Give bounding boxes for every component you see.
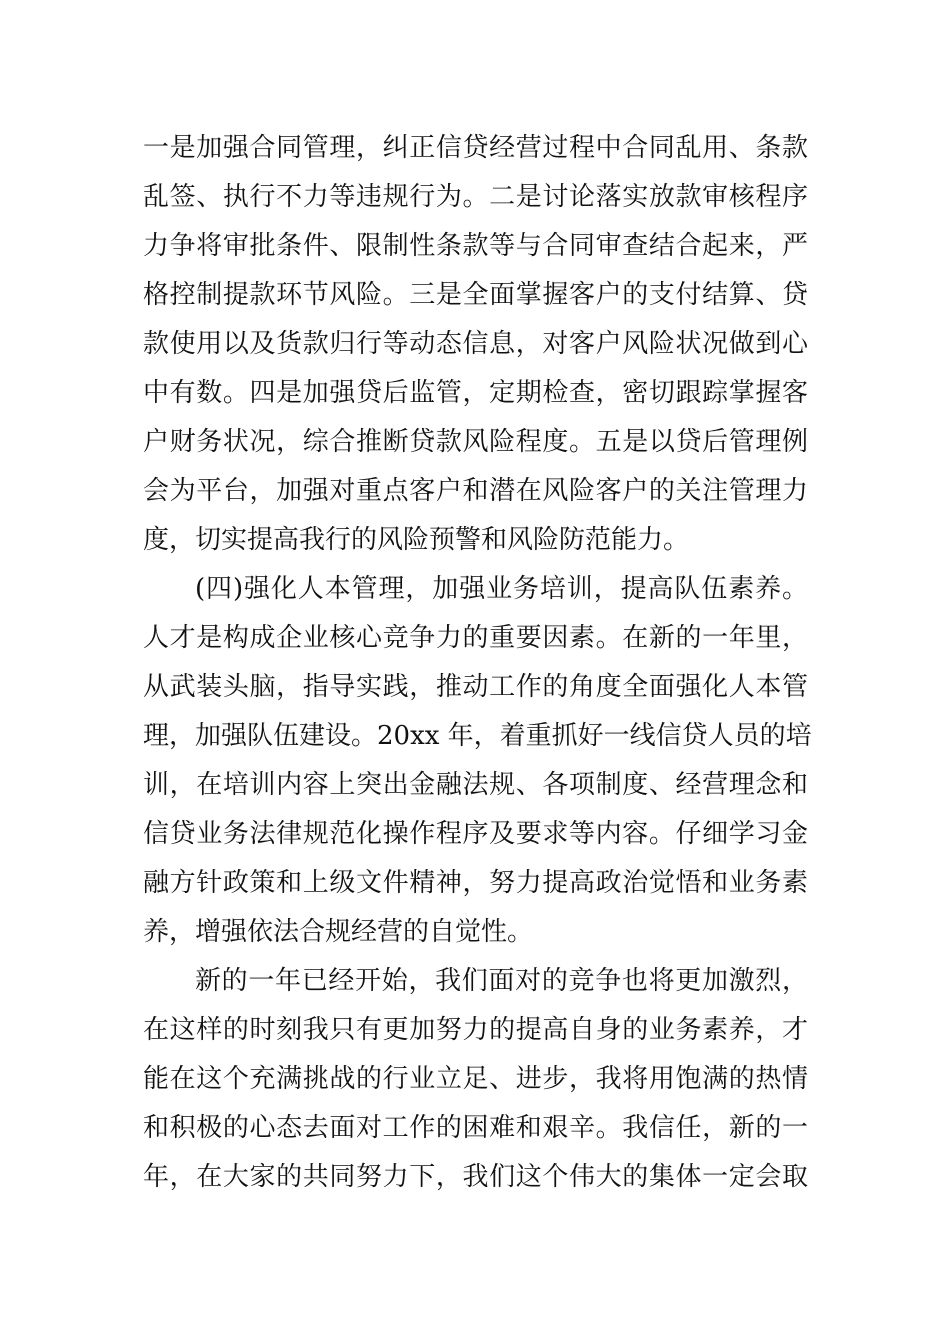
text-line: 理，加强队伍建设。20xx 年，着重抓好一线信贷人员的培 [143,721,812,751]
text-line: 款使用以及货款归行等动态信息，对客户风险状况做到心 [143,329,808,359]
text-line: 养，增强依法合规经营的自觉性。 [143,917,534,947]
text-line: 训，在培训内容上突出金融法规、各项制度、经营理念和 [143,770,808,800]
text-line: 从武装头脑，指导实践，推动工作的角度全面强化人本管 [143,672,808,702]
text-line: 在这样的时刻我只有更加努力的提高自身的业务素养，才 [143,1015,808,1045]
text-line: 能在这个充满挑战的行业立足、进步，我将用饱满的热情 [143,1064,808,1094]
text-line: 融方针政策和上级文件精神，努力提高政治觉悟和业务素 [143,868,808,898]
text-line: 中有数。四是加强贷后监管，定期检查，密切跟踪掌握客 [143,378,808,408]
text-line: 户财务状况，综合推断贷款风险程度。五是以贷后管理例 [143,427,808,457]
text-line: 会为平台，加强对重点客户和潜在风险客户的关注管理力 [143,476,808,506]
text-line: 年，在大家的共同努力下，我们这个伟大的集体一定会取 [143,1162,808,1192]
text-line: 新的一年已经开始，我们面对的竞争也将更加激烈， [195,966,808,996]
text-line: 乱签、执行不力等违规行为。二是讨论落实放款审核程序 [143,182,808,212]
section-heading: (四)强化人本管理，加强业务培训，提高队伍素养。 [195,574,808,604]
text-line: 格控制提款环节风险。三是全面掌握客户的支付结算、贷 [143,280,808,310]
text-line: 信贷业务法律规范化操作程序及要求等内容。仔细学习金 [143,819,808,849]
text-line: 力争将审批条件、限制性条款等与合同审查结合起来，严 [143,231,808,261]
text-line: 度，切实提高我行的风险预警和风险防范能力。 [143,525,690,555]
body-text [143,124,812,1202]
text-line: 人才是构成企业核心竞争力的重要因素。在新的一年里， [143,623,808,653]
text-line: 和积极的心态去面对工作的困难和艰辛。我信任，新的一 [143,1113,808,1143]
text-line: 一是加强合同管理，纠正信贷经营过程中合同乱用、条款 [143,133,808,163]
